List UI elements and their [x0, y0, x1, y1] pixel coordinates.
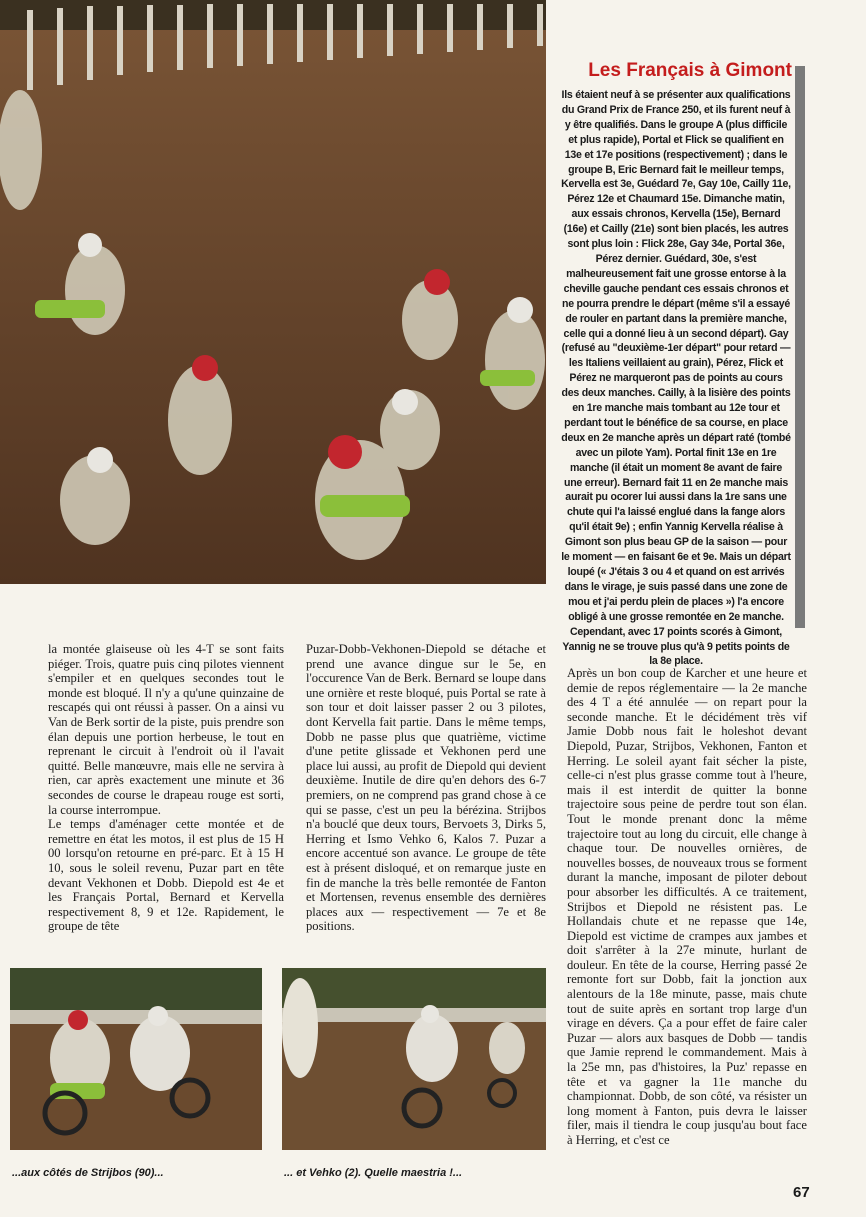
article-column-3 [567, 666, 807, 1148]
article-column-1 [48, 642, 284, 934]
article-column-2 [306, 642, 546, 934]
article-paragraph: la montée glaiseuse où les 4-T se sont faits piéger. Trois, quatre puis cinq pilotes viennent s'empiler et en quelques secondes tout le monde est bloqué. Il n'y a qu'une quinzaine de rescapés qui ont réussi à passer. On a ainsi vu Van de Berk sortir de la piste, puis prendre son élan depuis une portion herbeuse, le tout en reprenant le circuit à l'endroit où il l'avait quitté. Belle manœuvre, mais elle ne servira à rien, car après exactement une minute et 36 secondes de course le drapeau rouge est sorti, la course interrompue. [48, 642, 284, 817]
main-race-photo [0, 0, 546, 584]
sidebar-title: Les Français à Gimont [588, 60, 792, 81]
caption-left: ...aux côtés de Strijbos (90)... [12, 1167, 164, 1179]
sidebar-body: Ils étaient neuf à se présenter aux qualifications du Grand Prix de France 250, et ils furent neuf à y être qualifiés. Dans le groupe A (plus difficile et plus rapide), Portal et Flick se qualifient en 13e et 17e positions (respectivement) ; dans le groupe B, Eric Bernard fait le meilleur temps, Kervella est 3e, Guédard 7e, Gay 10e, Cailly 11e, Pérez 12e et Chaumard 15e. Dimanche matin, aux essais chronos, Kervella (15e), Bernard (16e) et Cailly (21e) sont bien placés, les autres sont plus loin : Flick 28e, Gay 34e, Portal 36e, Pérez dernier. Guédard, 30e, s'est malheureusement fait une grosse entorse à la cheville gauche pendant ces essais chronos et ne pourra prendre le départ (même s'il a essayé de rouler en partant dans la première manche, celle qui a donné lieu à un second départ). Gay (refusé au "deuxième-1er départ" pour retard — les Italiens veillaient au grain), Pérez, Flick et Pérez ne marqueront pas de points au cours des deux manches. Cailly, à la lisière des points en 1re manche mais tombant au 12e tour et perdant tout le bénéfice de sa course, en place deux en 2e manche après un départ raté (tombé avec un pilote Yam). Portal finit 13e en 1re manche (il était un moment 8e avant de faire une erreur). Bernard fait 11 en 2e manche mais aurait pu ocorer lui aussi dans la 1re sans une chute qui l'a laissé englué dans la fange alors qu'il était 9e) ; enfin Yannig Kervella réalise à Gimont son plus beau GP de la saison — pour le moment — en faisant 6e et 9e. Mais un départ loupé (« J'étais 3 ou 4 et quand on est arrivés dans le virage, je suis passé dans une zone de mou et j'ai perdu plein de places ») l'a encore obligé à une grosse remontée en 2e manche. Cependant, avec 17 points scorés à Gimont, Yannig ne se trouve plus qu'à 9 petits points de la 8e place. [561, 89, 791, 668]
sidebar-box [560, 60, 792, 668]
article-paragraph: Le temps d'aménager cette montée et de remettre en état les motos, il est plus de 15 H 00 lorsqu'on retourne en pré-parc. Et à 15 H 10, sous le soleil revenu, Puzar part en tête devant Vekhonen et Dobb. Diepold est 4e et les Français Portal, Bernard et Kervella respectivement 8, 9 et 12e. Rapidement, le groupe de tête [48, 817, 284, 934]
bottom-right-photo [282, 968, 546, 1150]
bottom-left-photo [10, 968, 262, 1150]
caption-right: ... et Vehko (2). Quelle maestria !... [284, 1167, 463, 1179]
article-paragraph: Après un bon coup de Karcher et une heure et demie de repos réglementaire — la 2e manche des 4 T a été annulée — on repart pour la seconde manche. Et le décidément très vif Jamie Dobb nous fait le holeshot devant Diepold, Puzar, Strijbos, Vekhonen, Fanton et Herring. Le soleil ayant fait sécher la piste, celle-ci n'est plus grasse comme tout à l'heure, mais il est interdit de quitter la bonne trajectoire sous peine de perdre tout son élan. Tout le monde prenant donc la même trajectoire tout au long du circuit, elle change à chaque tour. De nouvelles ornières, de nouvelles bosses, de nouveaux trous se forment durant la manche, imposant de piloter debout pour absorber les difficultés. A ce traitement, Strijbos et Diepold ne résistent pas. Le Hollandais chute et ne repasse que 14e, Diepold est victime de crampes aux jambes et doit s'arrêter à la 27e minute, hurlant de douleur. En tête de la course, Herring passé 2e remonte fort sur Dobb, fait la jonction aux alentours de la 18e minute, passe, mais chute tout de suite après en sortant trop large d'un virage en dévers. Ça a pour effet de faire caler Puzar — alors aux basques de Dobb — tandis que Jamie reprend le commandement. Mais à la 25e mn, pas d'histoires, la Puz' repasse en tête et va gagner la 11e manche du championnat. Dobb, de son côté, va résister un long moment à Fanton, puis devra le laisser filer, mais il tiendra le coup jusqu'au bout face à Herring, et c'est ce [567, 666, 807, 1147]
page-number: 67 [793, 1184, 810, 1201]
article-paragraph: Puzar-Dobb-Vekhonen-Diepold se détache et prend une avance dingue sur le 5e, en l'occurence Van de Berk. Bernard se loupe dans une ornière et reste bloqué, puis Portal se rate à son tour et doit laisser passer 2 ou 3 pilotes, dont Kervella fait partie. Dans le même temps, Dobb ne passe plus que quatrième, victime d'une petite glissade et Vekhonen perd une place lui aussi, au profit de Diepold qui devient deuxième. Inutile de dire qu'en dehors des 6-7 premiers, on ne comprend pas grand chose à ce qui se passe, c'est un peu la bérézina. Strijbos n'a bouclé que deux tours, Bervoets 3, Dirks 5, Herring et Ismo Vehko 6, Kalos 7. Puzar a encore accentué son avance. Le groupe de tête est à présent disloqué, et on remarque juste en fin de manche la très belle remontée de Fanton et Mortensen, revenus ensemble des dernières places aux — respectivement — 7e et 8e positions. [306, 642, 546, 934]
sidebar-accent-bar [795, 66, 805, 628]
